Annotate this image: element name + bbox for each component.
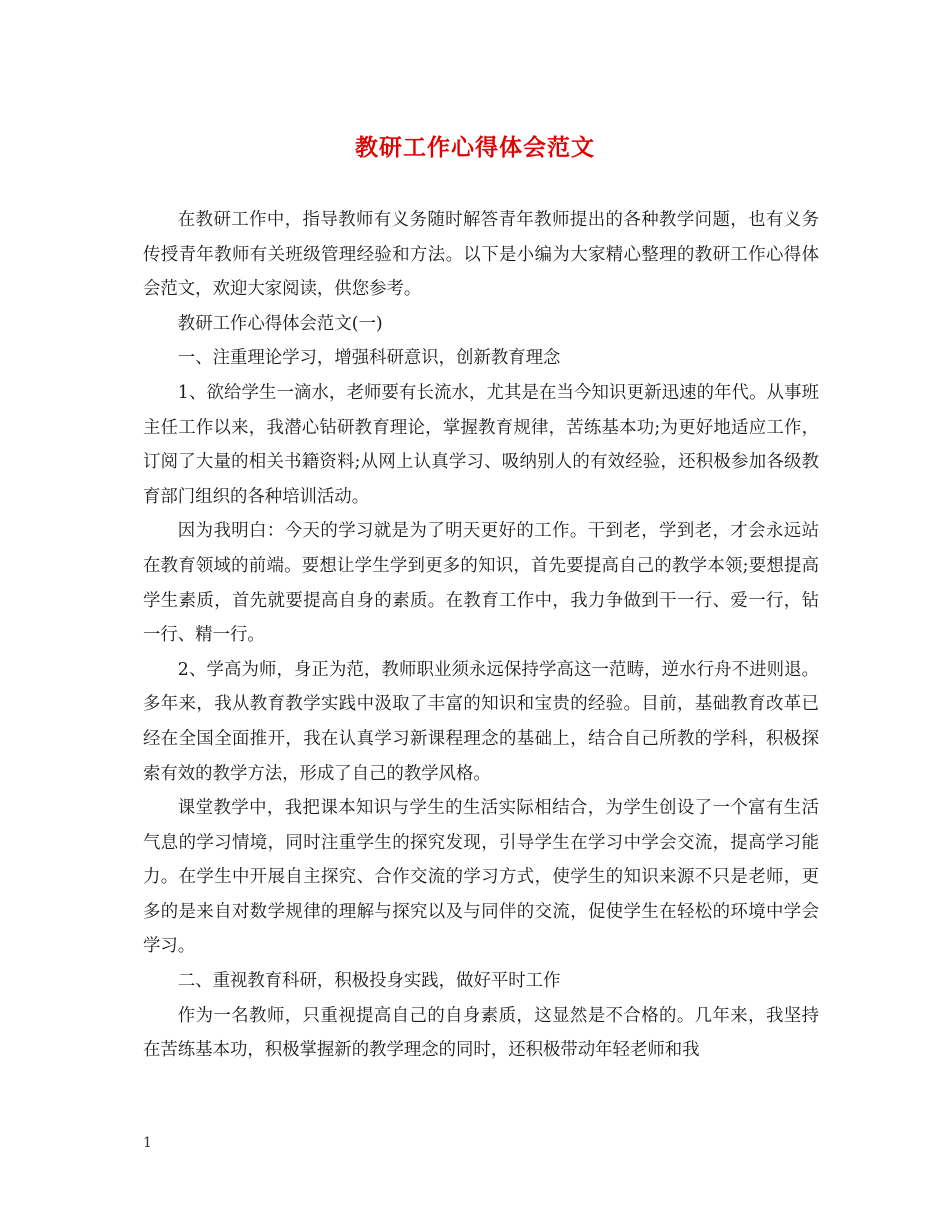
paragraph-heading-two: 二、重视教育科研，积极投身实践，做好平时工作: [177, 971, 561, 992]
page-number: 1: [143, 1135, 152, 1151]
paragraph-teacher: 作为一名教师，只重视提高自己的自身素质，这显然是不合格的。几年来，我坚持在苦练基本功，积极掌握新的教学理念的同时，还积极带动年轻老师和我: [143, 1005, 819, 1061]
paragraph-classroom: 课堂教学中，我把课本知识与学生的生活实际相结合，为学生创设了一个富有生活气息的学习情境，同时注重学生的探究发现，引导学生在学习中学会交流，提高学习能力。在学生中开展自主探究、合作交流的学习方式，使学生的知识来源不只是老师，更多的是来自对数学规律的理解与探究以及与同伴的交流，促使学生在轻松的环境中学会学习。: [143, 798, 819, 957]
paragraph-subtitle: 教研工作心得体会范文(一): [177, 313, 383, 334]
paragraph-intro: 在教研工作中，指导教师有义务随时解答青年教师提出的各种教学问题，也有义务传授青年教师有关班级管理经验和方法。以下是小编为大家精心整理的教研工作心得体会范文，欢迎大家阅读，供您参考。: [143, 210, 819, 300]
paragraph-learning: 因为我明白：今天的学习就是为了明天更好的工作。干到老，学到老，才会永远站在教育领域的前端。要想让学生学到更多的知识，首先要提高自己的教学本领;要想提高学生素质，首先就要提高自身的素质。在教育工作中，我力争做到干一行、爱一行，钻一行、精一行。: [143, 521, 819, 646]
document-body: [143, 203, 819, 1068]
paragraph-heading-one: 一、注重理论学习，增强科研意识，创新教育理念: [177, 348, 561, 369]
paragraph-point-2: 2、学高为师，身正为范，教师职业须永远保持学高这一范畴，逆水行舟不进则退。多年来，我从教育教学实践中汲取了丰富的知识和宝贵的经验。目前，基础教育改革已经在全国全面推开，我在认真学习新课程理念的基础上，结合自己所教的学科，积极探索有效的教学方法，形成了自己的教学风格。: [143, 659, 819, 784]
paragraph-point-1: 1、欲给学生一滴水，老师要有长流水，尤其是在当今知识更新迅速的年代。从事班主任工作以来，我潜心钻研教育理论，掌握教育规律，苦练基本功;为更好地适应工作，订阅了大量的相关书籍资料;从网上认真学习、吸纳别人的有效经验，还积极参加各级教育部门组织的各种培训活动。: [143, 382, 819, 507]
document-title: 教研工作心得体会范文: [355, 134, 595, 161]
